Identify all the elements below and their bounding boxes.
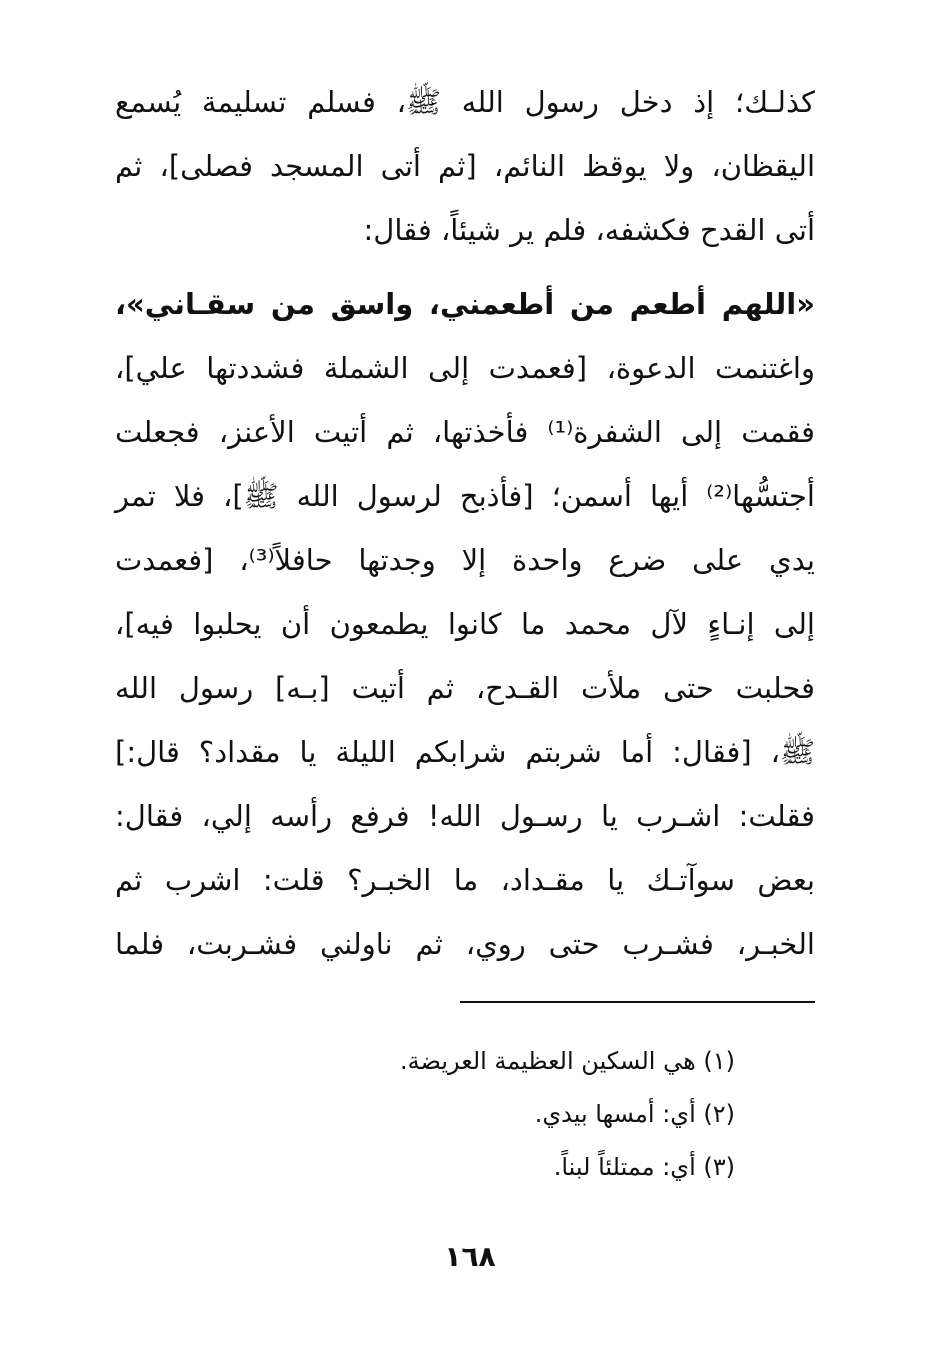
text-line: فقلت: اشـرب يا رسـول الله! فرفع رأسه إلي، فقال: [115, 799, 815, 833]
footnote: (٢) أي: أمسها بيدي. [534, 1100, 735, 1128]
page-number: ١٦٨ [444, 1240, 496, 1273]
footnote-divider [460, 1001, 815, 1003]
text-line: أجتسُّها⁽²⁾ أيها أسمن؛ [فأذبح لرسول الله ﷺ]، فلا تمر [115, 479, 815, 513]
text-line: واغتنمت الدعوة، [فعمدت إلى الشملة فشددتها علي]، [115, 351, 815, 385]
text-line: أتى القدح فكشفه، فلم ير شيئاً، فقال: [363, 213, 815, 247]
text-line: إلى إنـاءٍ لآل محمد ما كانوا يطمعون أن يحلبوا فيه]، [115, 607, 815, 641]
text-line: فقمت إلى الشفرة⁽¹⁾ فأخذتها، ثم أتيت الأعنز، فجعلت [115, 415, 815, 449]
text-line: الخبـر، فشـرب حتى روي، ثم ناولني فشـربت، فلما [115, 927, 815, 961]
supplication-line: «اللهم أطعم من أطعمني، واسق من سقـاني»، [115, 287, 815, 321]
text-line: فحلبت حتى ملأت القـدح، ثم أتيت [بـه] رسول الله [115, 671, 815, 705]
text-line: ﷺ، [فقال: أما شربتم شرابكم الليلة يا مقداد؟ قال:] [115, 735, 815, 769]
paragraph-gap [115, 262, 815, 272]
footnote: (٣) أي: ممتلئاً لبناً. [553, 1153, 735, 1181]
text-line: يدي على ضرع واحدة إلا وجدتها حافلاً⁽³⁾، [فعمدت [115, 543, 816, 577]
main-text [115, 70, 815, 976]
text-line: كذلـك؛ إذ دخل رسول الله ﷺ، فسلم تسليمة يُسمع [115, 85, 815, 119]
footnotes [340, 1035, 735, 1194]
footnote: (١) هي السكين العظيمة العريضة. [400, 1047, 735, 1075]
text-line: بعض سوآتـك يا مقـداد، ما الخبـر؟ قلت: اشرب ثم [115, 863, 815, 897]
text-line: اليقظان، ولا يوقظ النائم، [ثم أتى المسجد فصلى]، ثم [115, 149, 815, 183]
